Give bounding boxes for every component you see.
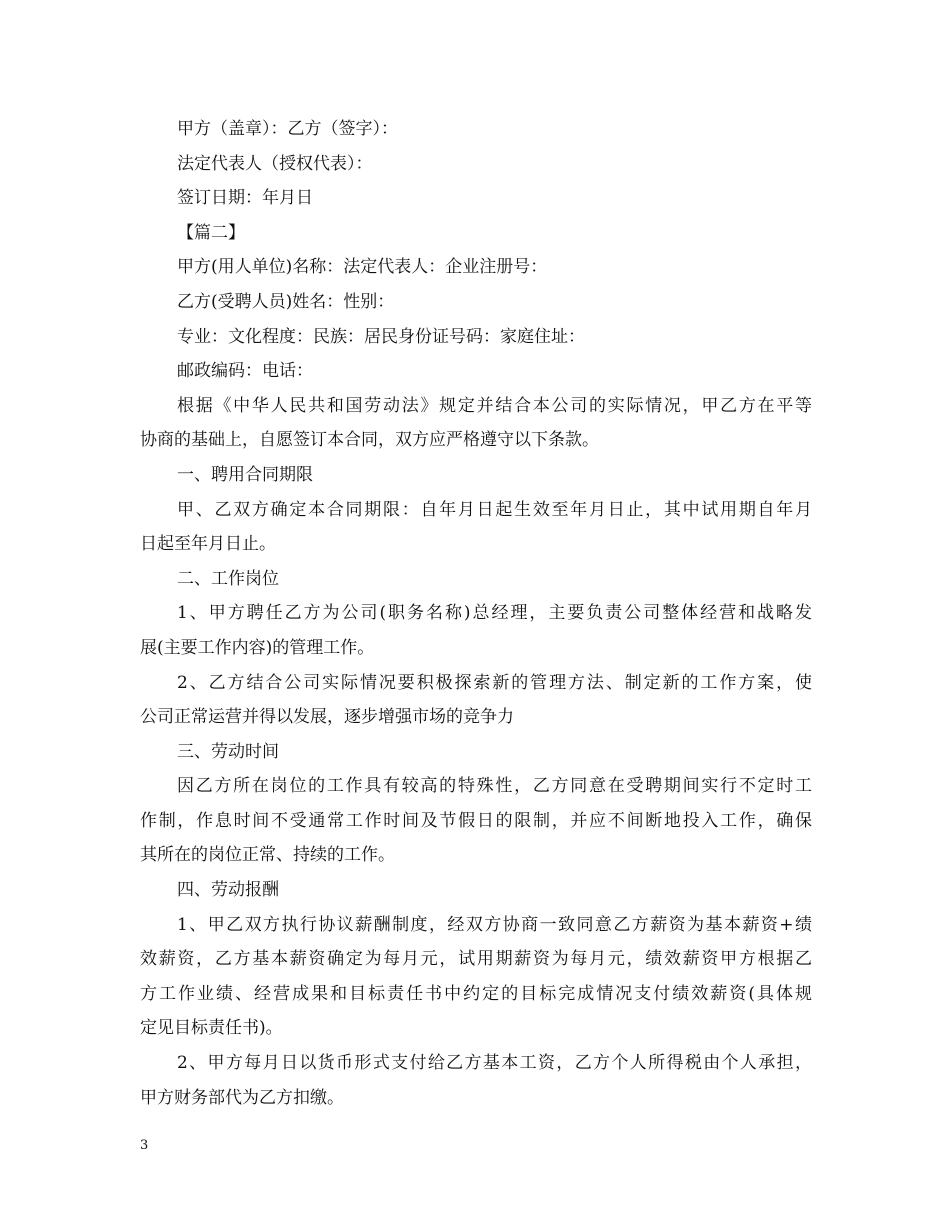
text-line: 公司正常运营并得以发展，逐步增强市场的竞争力 — [140, 707, 514, 728]
text-line: 展(主要工作内容)的管理工作。 — [140, 637, 375, 658]
text-line: 因乙方所在岗位的工作具有较高的特殊性，乙方同意在受聘期间实行不定时工 — [177, 776, 812, 797]
document-body — [140, 112, 812, 1115]
text-line: 三、劳动时间 — [177, 741, 279, 762]
text-line: 其所在的岗位正常、持续的工作。 — [140, 845, 395, 866]
text-line: 1、甲方聘任乙方为公司(职务名称)总经理，主要负责公司整体经营和战略发 — [177, 603, 812, 624]
text-line: 日起至年月日止。 — [140, 534, 276, 555]
text-line: 签订日期：年月日 — [177, 188, 313, 209]
text-line: 作制，作息时间不受通常工作时间及节假日的限制，并应不间断地投入工作，确保 — [140, 810, 812, 831]
text-line: 协商的基础上，自愿签订本合同，双方应严格遵守以下条款。 — [140, 430, 599, 451]
text-line: 根据《中华人民共和国劳动法》规定并结合本公司的实际情况，甲乙方在平等 — [177, 395, 812, 416]
text-line: 定见目标责任书)。 — [140, 1018, 283, 1039]
text-line: 【篇二】 — [177, 222, 245, 243]
text-line: 甲方(用人单位)名称：法定代表人：企业注册号： — [177, 257, 548, 278]
text-line: 效薪资，乙方基本薪资确定为每月元，试用期薪资为每月元，绩效薪资甲方根据乙 — [140, 949, 812, 970]
text-line: 甲、乙双方确定本合同期限：自年月日起生效至年月日止，其中试用期自年月 — [177, 499, 812, 520]
text-line: 甲方（盖章）：乙方（签字）： — [177, 119, 398, 139]
text-line: 专业：文化程度：民族：居民身份证号码：家庭住址： — [177, 326, 585, 347]
text-line: 邮政编码：电话： — [177, 361, 313, 382]
text-line: 2、甲方每月日以货币形式支付给乙方基本工资，乙方个人所得税由个人承担， — [177, 1053, 812, 1074]
text-line: 甲方财务部代为乙方扣缴。 — [140, 1087, 344, 1108]
text-line: 四、劳动报酬 — [177, 880, 279, 901]
text-line: 乙方(受聘人员)姓名：性别： — [177, 291, 395, 312]
text-line: 法定代表人（授权代表）： — [177, 153, 373, 174]
page-number: 3 — [140, 1138, 149, 1153]
text-line: 二、工作岗位 — [177, 568, 279, 589]
text-line: 方工作业绩、经营成果和目标责任书中约定的目标完成情况支付绩效薪资(具体规 — [140, 983, 812, 1004]
text-line: 一、聘用合同期限 — [177, 464, 313, 485]
text-line: 1、甲乙双方执行协议薪酬制度，经双方协商一致同意乙方薪资为基本薪资+绩 — [177, 914, 812, 935]
text-line: 2、乙方结合公司实际情况要积极探索新的管理方法、制定新的工作方案，使 — [177, 672, 812, 693]
